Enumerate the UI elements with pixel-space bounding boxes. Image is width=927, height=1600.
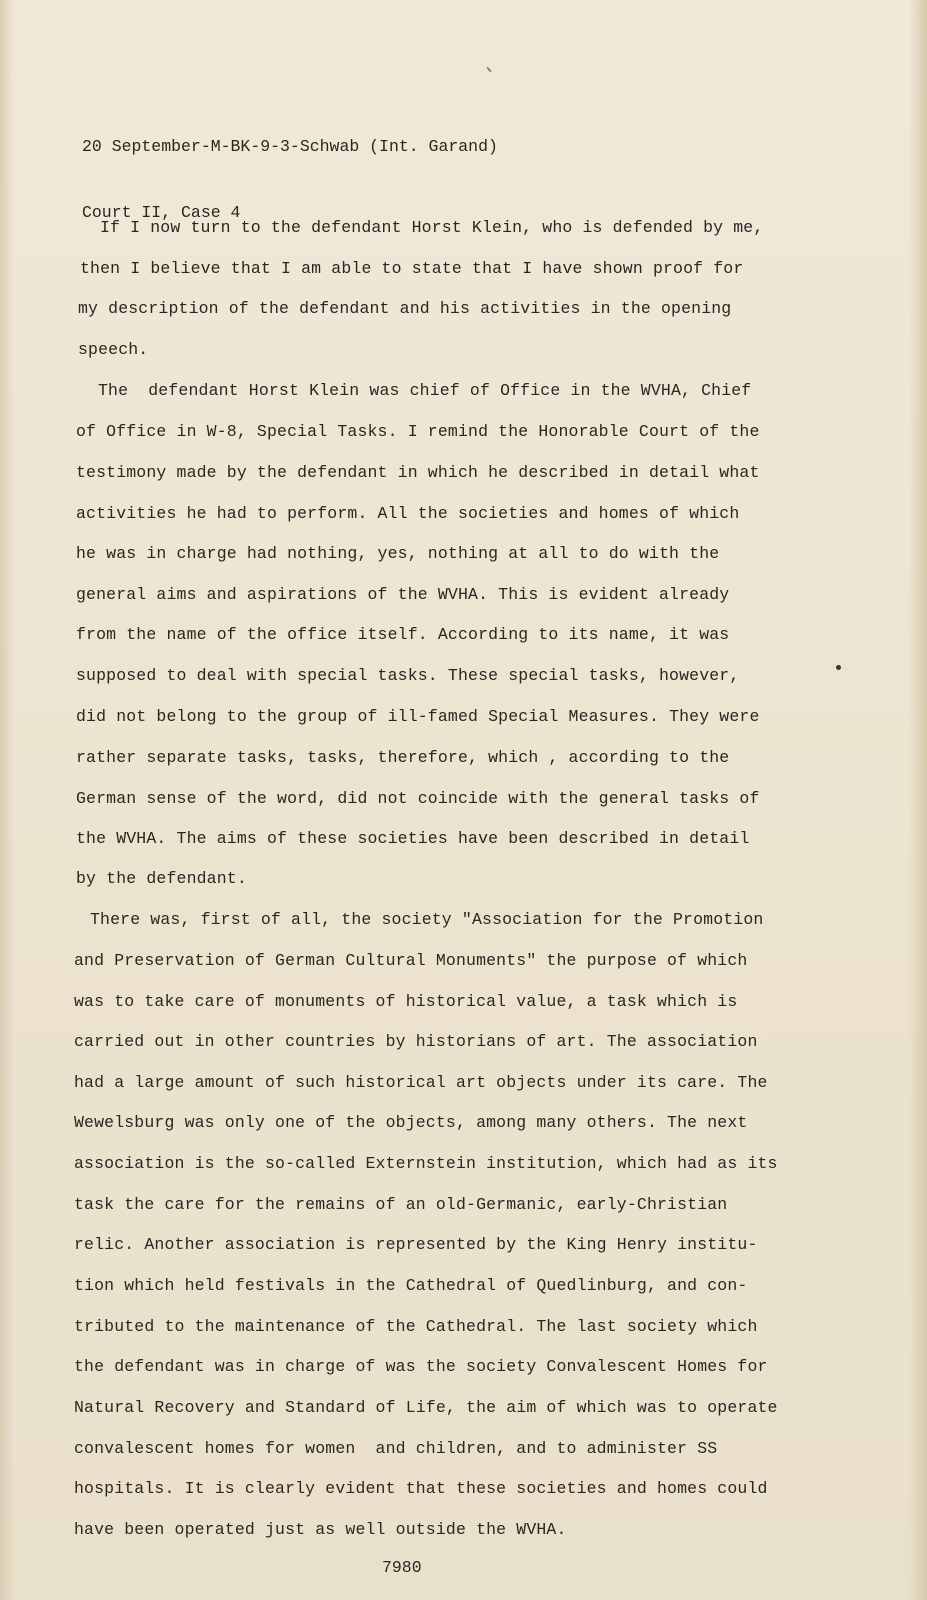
text-line: activities he had to perform. All the societies and homes of which [76, 504, 740, 523]
text-line: was to take care of monuments of historical value, a task which is [74, 992, 738, 1011]
text-line: by the defendant. [76, 869, 247, 888]
text-line: the WVHA. The aims of these societies have been described in detail [76, 829, 750, 848]
text-line: did not belong to the group of ill-famed Special Measures. They were [76, 707, 760, 726]
text-line: carried out in other countries by historians of art. The association [74, 1032, 758, 1051]
text-line: association is the so-called Externstein institution, which had as its [74, 1154, 778, 1173]
ink-speck [486, 66, 492, 73]
text-line: German sense of the word, did not coincide with the general tasks of [76, 789, 760, 808]
text-line: Natural Recovery and Standard of Life, the aim of which was to operate [74, 1398, 778, 1417]
text-line: tributed to the maintenance of the Cathedral. The last society which [74, 1317, 758, 1336]
text-line: convalescent homes for women and children, and to administer SS [74, 1439, 718, 1458]
document-header [82, 92, 498, 268]
header-court-case: Court II, Case 4 [82, 203, 241, 222]
text-line: relic. Another association is represented by the King Henry institu- [74, 1235, 758, 1254]
text-line: rather separate tasks, tasks, therefore, which , according to the [76, 748, 730, 767]
page-edge-right [909, 0, 927, 1600]
text-line: hospitals. It is clearly evident that these societies and homes could [74, 1479, 768, 1498]
text-line: had a large amount of such historical art objects under its care. The [74, 1073, 768, 1092]
text-line: speech. [78, 340, 149, 359]
text-line: general aims and aspirations of the WVHA. This is evident already [76, 585, 730, 604]
text-line: and Preservation of German Cultural Monuments" the purpose of which [74, 951, 748, 970]
header-case-reference: 20 September-M-BK-9-3-Schwab (Int. Garand) [82, 137, 498, 156]
text-line: then I believe that I am able to state that I have shown proof for [80, 259, 744, 278]
text-line: my description of the defendant and his activities in the opening [78, 299, 732, 318]
text-line: supposed to deal with special tasks. These special tasks, however, [76, 666, 740, 685]
page-number: 7980 [382, 1558, 422, 1577]
text-line: of Office in W-8, Special Tasks. I remind the Honorable Court of the [76, 422, 760, 441]
text-line: from the name of the office itself. According to its name, it was [76, 625, 730, 644]
text-line: the defendant was in charge of was the society Convalescent Homes for [74, 1357, 768, 1376]
text-line: he was in charge had nothing, yes, nothing at all to do with the [76, 544, 720, 563]
ink-speck [836, 665, 841, 670]
text-line: testimony made by the defendant in which he described in detail what [76, 463, 760, 482]
text-line: There was, first of all, the society "Association for the Promotion [90, 910, 764, 929]
text-line: task the care for the remains of an old-Germanic, early-Christian [74, 1195, 728, 1214]
page-edge-left [0, 0, 14, 1600]
text-line: If I now turn to the defendant Horst Klein, who is defended by me, [100, 218, 764, 237]
text-line: Wewelsburg was only one of the objects, among many others. The next [74, 1113, 748, 1132]
text-line: The defendant Horst Klein was chief of Office in the WVHA, Chief [98, 381, 752, 400]
text-line: tion which held festivals in the Cathedral of Quedlinburg, and con- [74, 1276, 748, 1295]
text-line: have been operated just as well outside the WVHA. [74, 1520, 567, 1539]
